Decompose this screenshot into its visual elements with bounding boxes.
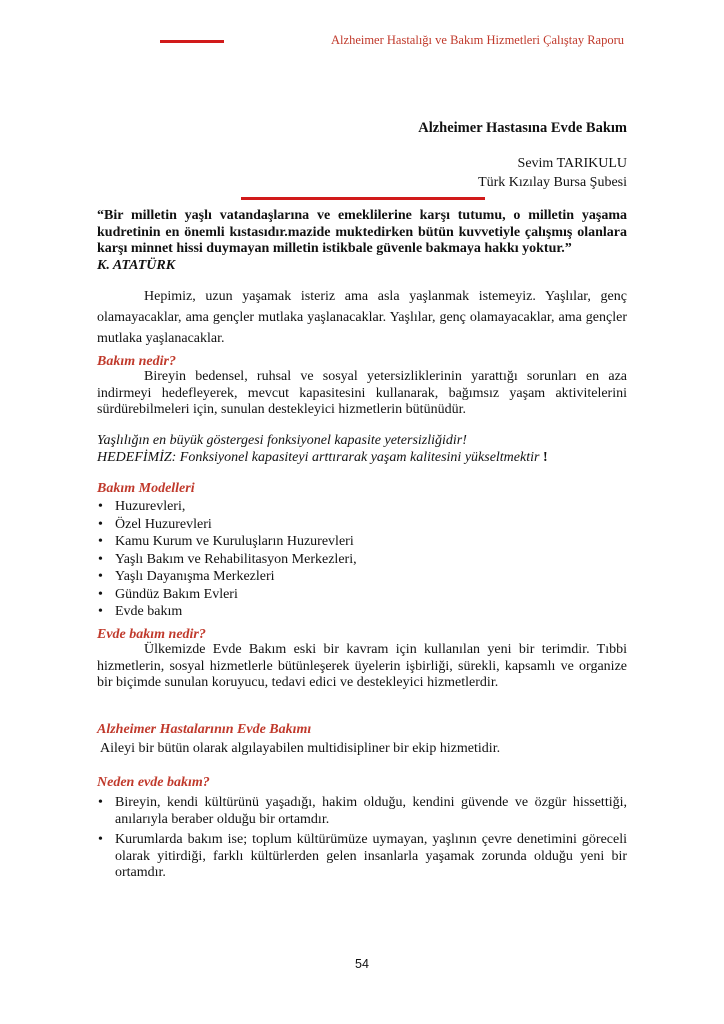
- quote-text: “Bir milletin yaşlı vatandaşlarına ve emeklilerine karşı tutumu, o milletin yaşama kudretinin en önemli kıstasıdır.mazide muktedirken bütün kuvvetiyle çalışmış olanlara karşı minnet hissi duymayan milletin istikbale güvenle bakmaya hakkı yoktur.”: [97, 208, 627, 256]
- section-heading-alzheimer-home-care: Alzheimer Hastalarının Evde Bakımı: [97, 722, 312, 737]
- goal-exclamation: !: [542, 449, 548, 465]
- care-definition-paragraph: Bireyin bedensel, ruhsal ve sosyal yetersizliklerinin yarattığı sorunları en aza indirmeyi hedefleyerek, mevcut kapasitesini kullanarak, bağımsız yaşam aktivitelerini sürdürebilmeleri için, sunulan destekleyici hizmetlerin bütünüdür.: [97, 369, 627, 417]
- list-item: • Evde bakım: [97, 603, 357, 621]
- intro-paragraph: Hepimiz, uzun yaşamak isteriz ama asla yaşlanmak istemeyiz. Yaşlılar, genç olamayacaklar, ama gençler mutlaka yaşlanacaklar. Yaşlılar, genç olamayacaklar, ama gençler mutlaka yaşlanacaklar.: [97, 289, 627, 346]
- quote-author: K. ATATÜRK: [97, 257, 176, 273]
- article-title: Alzheimer Hastasına Evde Bakım: [418, 120, 627, 136]
- section-heading-models: Bakım Modelleri: [97, 481, 195, 496]
- section-heading-home-care: Evde bakım nedir?: [97, 627, 206, 642]
- emphasis-line-1: Yaşlılığın en büyük göstergesi fonksiyonel kapasite yetersizliğidir!: [97, 433, 467, 448]
- list-item: • Gündüz Bakım Evleri: [97, 586, 357, 604]
- section-heading-care: Bakım nedir?: [97, 354, 176, 369]
- emphasis-block: [97, 433, 627, 466]
- author-organization: Türk Kızılay Bursa Şubesi: [478, 175, 627, 190]
- page-number: 54: [355, 957, 369, 971]
- section-heading-why-home-care: Neden evde bakım?: [97, 775, 210, 790]
- care-models-list: [97, 498, 357, 621]
- list-item: • Özel Huzurevleri: [97, 516, 357, 534]
- list-item: • Yaşlı Dayanışma Merkezleri: [97, 568, 357, 586]
- alzheimer-home-care-paragraph: Aileyi bir bütün olarak algılayabilen multidisipliner bir ekip hizmetidir.: [100, 741, 501, 756]
- why-home-care-list: [97, 795, 627, 886]
- list-item: • Kurumlarda bakım ise; toplum kültürümüze uymayan, yaşlının çevre denetimini göreceli olarak yitirdiği, farklı kültürlerden gelen insanlarla yaşamak zorunda olduğu yeni bir ortamdır.: [97, 832, 627, 882]
- list-item: • Yaşlı Bakım ve Rehabilitasyon Merkezleri,: [97, 551, 357, 569]
- list-item: • Huzurevleri,: [97, 498, 357, 516]
- header-accent-line: [160, 40, 224, 43]
- author-block: [478, 154, 627, 192]
- author-name: Sevim TARIKULU: [517, 156, 627, 171]
- home-care-paragraph: Ülkemizde Evde Bakım eski bir kavram için kullanılan yeni bir terimdir. Tıbbi hizmetlerin, sosyal hizmetlerle bütünleşerek üyelerin işbirliği, sürekli, kapsamlı ve organize bir biçimde sunulan koruyucu, tedavi edici ve destekleyici hizmetlerdir.: [97, 642, 627, 690]
- title-divider-line: [241, 197, 485, 200]
- emphasis-line-2: [97, 450, 627, 467]
- list-item: • Kamu Kurum ve Kuruluşların Huzurevleri: [97, 533, 357, 551]
- running-header-title: Alzheimer Hastalığı ve Bakım Hizmetleri Çalıştay Raporu: [331, 33, 624, 47]
- goal-text: HEDEFİMİZ: Fonksiyonel kapasiteyi arttırarak yaşam kalitesini yükseltmektir: [97, 449, 543, 465]
- list-item: • Bireyin, kendi kültürünü yaşadığı, hakim olduğu, kendini güvende ve özgür hissettiği, anılarıyla beraber olduğu bir ortamdır.: [97, 795, 627, 828]
- ataturk-quote: [97, 208, 627, 274]
